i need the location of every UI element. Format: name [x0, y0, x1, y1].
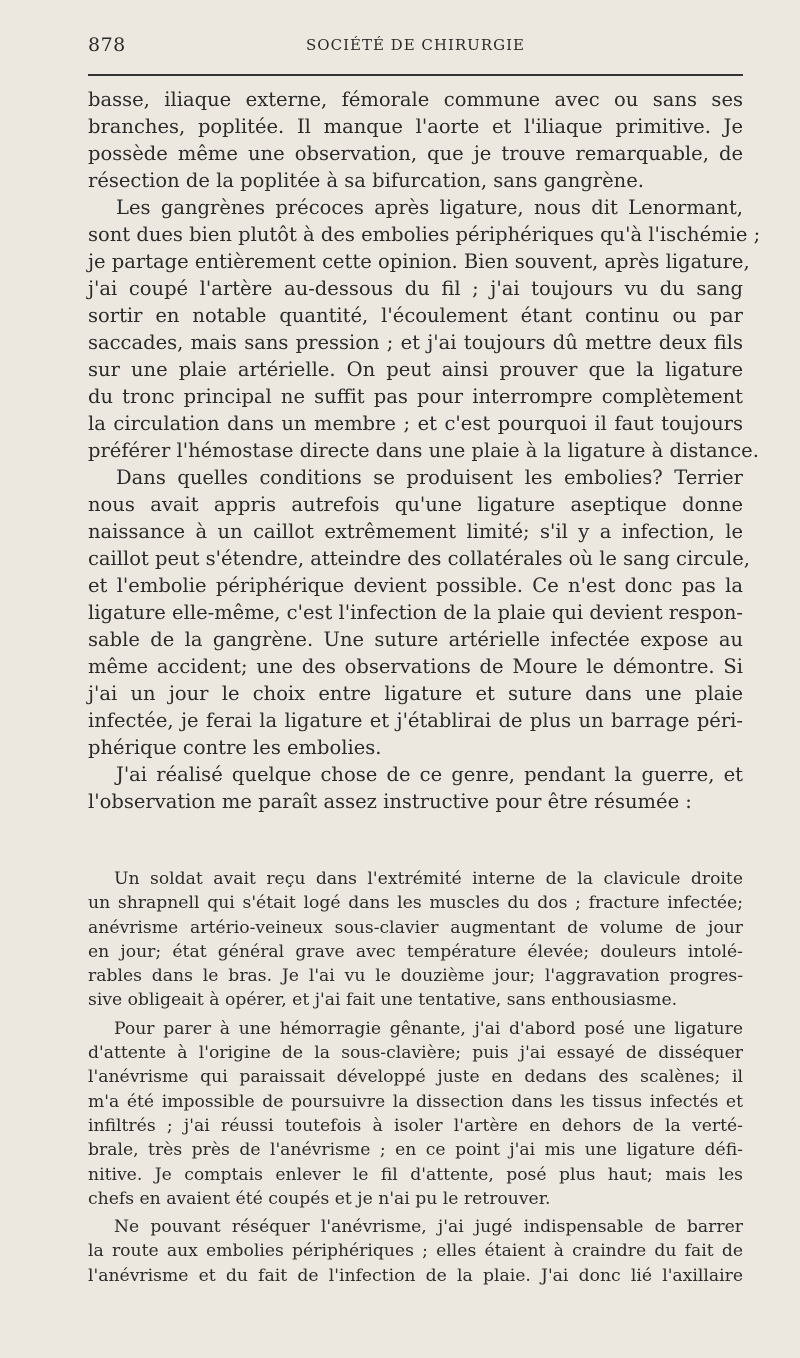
text-line: basse, iliaque externe, fémorale commune avec ou sans ses [88, 88, 743, 111]
text-line: nous avait appris autrefois qu'une ligature aseptique donne [88, 493, 743, 516]
text-line: la route aux embolies périphériques ; elles étaient à craindre du fait de [88, 1241, 743, 1262]
text-line: m'a été impossible de poursuivre la dissection dans les tissus infectés et [88, 1091, 743, 1112]
text-line: sur une plaie artérielle. On peut ainsi prouver que la ligature [88, 358, 743, 381]
text-line: chefs en avaient été coupés et je n'ai pu le retrouver. [88, 1188, 551, 1209]
text-line: possède même une observation, que je trouve remarquable, de [88, 142, 743, 165]
text-line: sive obligeait à opérer, et j'ai fait une tentative, sans enthousiasme. [88, 990, 678, 1011]
text-line: résection de la poplitée à sa bifurcation, sans gangrène. [88, 169, 644, 192]
text-line: du tronc principal ne suffit pas pour interrompre complètement [88, 385, 743, 408]
text-line: anévrisme artério-veineux sous-clavier augmentant de volume de jour [88, 917, 743, 938]
text-line: l'observation me paraît assez instructive pour être résumée : [88, 790, 692, 813]
main-text [88, 86, 761, 815]
running-head: SOCIÉTÉ DE CHIRURGIE [306, 36, 525, 54]
text-line: naissance à un caillot extrêmement limité; s'il y a infection, le [88, 520, 743, 543]
text-line: Ne pouvant réséquer l'anévrisme, j'ai jugé indispensable de barrer [114, 1217, 743, 1238]
header-rule [88, 74, 743, 76]
observation-paragraph [88, 1017, 743, 1211]
page-number: 878 [88, 34, 126, 56]
observation-paragraph [88, 1215, 743, 1288]
text-line: j'ai un jour le choix entre ligature et suture dans une plaie [88, 682, 743, 705]
text-line: Pour parer à une hémorragie gênante, j'ai d'abord posé une ligature [114, 1018, 743, 1039]
text-line: infiltrés ; j'ai réussi toutefois à isoler l'artère en dehors de la verté- [88, 1115, 743, 1136]
text-line: sont dues bien plutôt à des embolies périphériques qu'à l'ischémie ; [88, 223, 761, 246]
text-line: sortir en notable quantité, l'écoulement étant continu ou par [88, 304, 743, 327]
text-line: brale, très près de l'anévrisme ; en ce point j'ai mis une ligature défi- [88, 1140, 743, 1161]
text-line: branches, poplitée. Il manque l'aorte et l'iliaque primitive. Je [88, 115, 743, 138]
text-line: ligature elle-même, c'est l'infection de la plaie qui devient respon- [88, 601, 743, 624]
text-line: même accident; une des observations de Moure le démontre. Si [88, 655, 743, 678]
text-line: Les gangrènes précoces après ligature, nous dit Lenormant, [116, 196, 743, 219]
text-line: rables dans le bras. Je l'ai vu le douzième jour; l'aggravation progres- [88, 966, 743, 987]
text-line: d'attente à l'origine de la sous-clavière; puis j'ai essayé de disséquer [88, 1043, 743, 1064]
text-line: caillot peut s'étendre, atteindre des collatérales où le sang circule, [88, 547, 750, 570]
observation-text [88, 867, 743, 1288]
text-line: et l'embolie périphérique devient possible. Ce n'est donc pas la [88, 574, 743, 597]
text-line: l'anévrisme et du fait de l'infection de la plaie. J'ai donc lié l'axillaire [88, 1265, 743, 1286]
text-line: saccades, mais sans pression ; et j'ai toujours dû mettre deux fils [88, 331, 743, 354]
text-line: un shrapnell qui s'était logé dans les muscles du dos ; fracture infectée; [88, 893, 743, 914]
text-line: en jour; état général grave avec température élevée; douleurs intolé- [88, 941, 743, 962]
text-line: je partage entièrement cette opinion. Bien souvent, après ligature, [88, 250, 750, 273]
text-line: Dans quelles conditions se produisent les embolies? Terrier [116, 466, 743, 489]
observation-paragraph [88, 867, 743, 1013]
page-header [88, 32, 743, 60]
text-line: J'ai réalisé quelque chose de ce genre, pendant la guerre, et [116, 763, 743, 786]
text-line: la circulation dans un membre ; et c'est pourquoi il faut toujours [88, 412, 743, 435]
text-line: infectée, je ferai la ligature et j'établirai de plus un barrage péri- [88, 709, 743, 732]
text-line: phérique contre les embolies. [88, 736, 382, 759]
text-line: nitive. Je comptais enlever le fil d'attente, posé plus haut; mais les [88, 1164, 743, 1185]
page-body [88, 86, 761, 1288]
text-line: j'ai coupé l'artère au-dessous du fil ; j'ai toujours vu du sang [88, 277, 743, 300]
section-gap [88, 815, 743, 867]
text-line: Un soldat avait reçu dans l'extrémité interne de la clavicule droite [114, 869, 743, 889]
text-line: l'anévrisme qui paraissait développé juste en dedans des scalènes; il [88, 1067, 743, 1088]
text-line: sable de la gangrène. Une suture artérielle infectée expose au [88, 628, 743, 651]
text-line: préférer l'hémostase directe dans une plaie à la ligature à distance. [88, 439, 759, 462]
